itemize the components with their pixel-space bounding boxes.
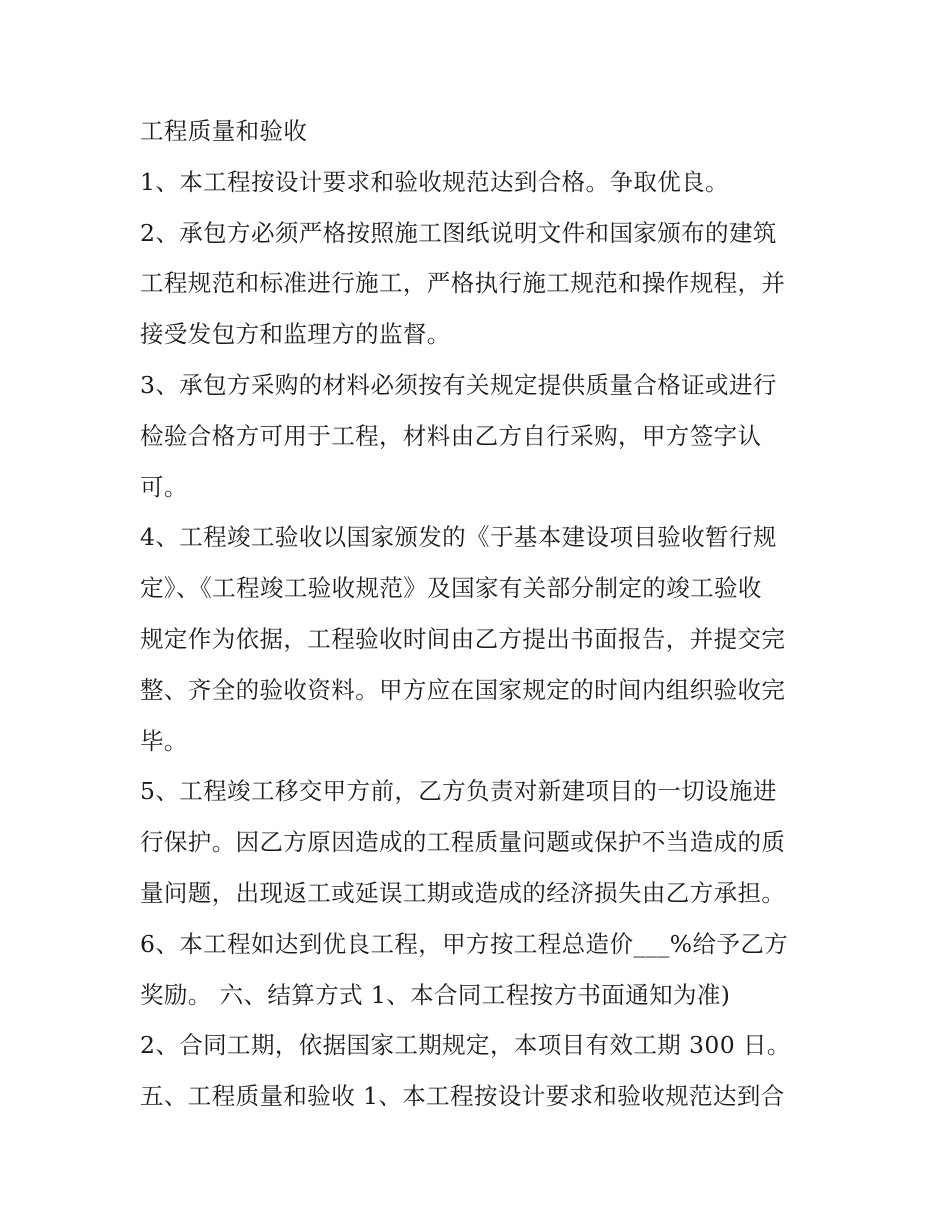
text-line: 五、工程质量和验收 1、本工程按设计要求和验收规范达到合 bbox=[140, 1082, 785, 1111]
text-line: 规定作为依据，工程验收时间由乙方提出书面报告，并提交完 bbox=[140, 624, 786, 653]
section-heading: 工程质量和验收 bbox=[140, 117, 308, 145]
text-line: 量问题，出现返工或延误工期或造成的经济损失由乙方承担。 bbox=[140, 878, 786, 907]
text-line: 2、合同工期，依据国家工期规定，本项目有效工期 300 日。 bbox=[140, 1031, 791, 1060]
text-line: 5、工程竣工移交甲方前，乙方负责对新建项目的一切设施进 bbox=[140, 777, 777, 806]
text-line: 行保护。因乙方原因造成的工程质量问题或保护不当造成的质 bbox=[140, 828, 786, 857]
text-line: 奖励。 六、结算方式 1、本合同工程按方书面通知为准) bbox=[140, 980, 731, 1009]
text-line: 定》、《工程竣工验收规范》及国家有关部分制定的竣工验收 bbox=[140, 574, 762, 603]
text-line: 可。 bbox=[140, 472, 188, 501]
text-line: 毕。 bbox=[140, 726, 188, 755]
text-line: 1、本工程按设计要求和验收规范达到合格。争取优良。 bbox=[140, 167, 729, 196]
text-line: 整、齐全的验收资料。甲方应在国家规定的时间内组织验收完 bbox=[140, 675, 786, 704]
text-line: 2、承包方必须严格按照施工图纸说明文件和国家颁布的建筑 bbox=[140, 218, 777, 247]
text-line: 3、承包方采购的材料必须按有关规定提供质量合格证或进行 bbox=[140, 370, 777, 399]
document-body bbox=[140, 106, 830, 1122]
text-line: 4、工程竣工验收以国家颁发的《于基本建设项目验收暂行规 bbox=[140, 523, 777, 552]
text-line: 6、本工程如达到优良工程，甲方按工程总造价___%给予乙方 bbox=[140, 929, 789, 958]
text-line: 工程规范和标准进行施工，严格执行施工规范和操作规程，并 bbox=[140, 269, 786, 298]
text-line: 检验合格方可用于工程，材料由乙方自行采购，甲方签字认 bbox=[140, 421, 762, 450]
text-line: 接受发包方和监理方的监督。 bbox=[140, 320, 451, 349]
